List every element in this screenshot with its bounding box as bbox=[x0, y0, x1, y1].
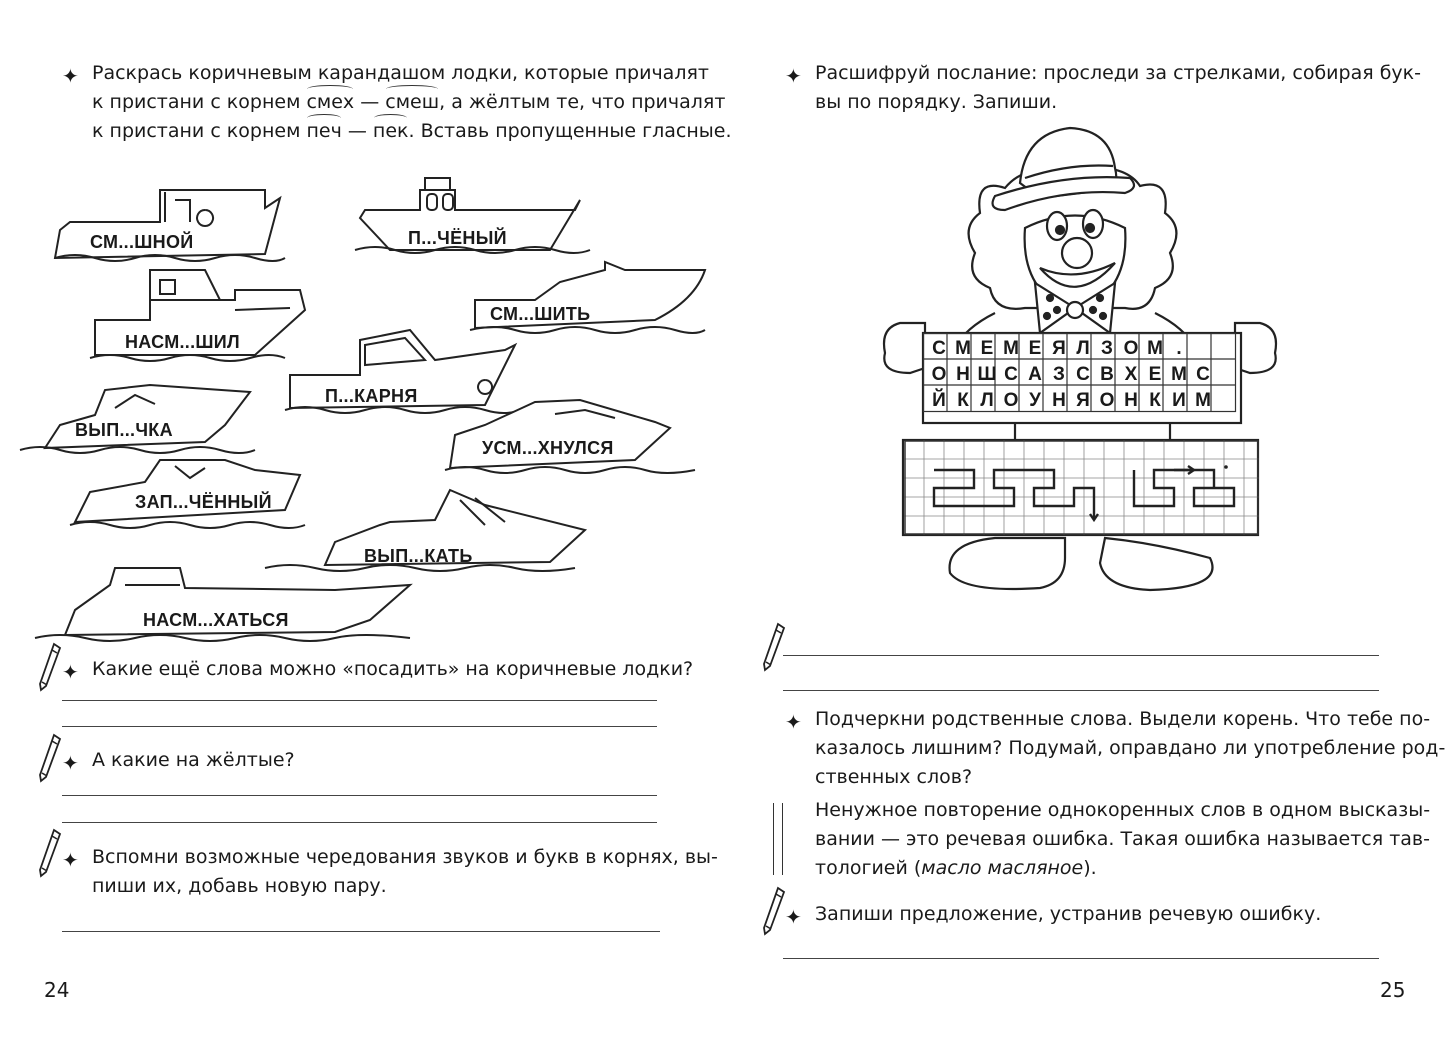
grid-cell: К bbox=[1149, 390, 1161, 411]
rule-line1: Ненужное повторение однокоренных слов в одном высказы- bbox=[815, 799, 1431, 821]
star-bullet-icon: ✦ bbox=[62, 848, 79, 872]
task1-line3-a: к пристани с корнем bbox=[92, 120, 307, 142]
page-number-left: 24 bbox=[44, 978, 70, 1002]
grid-cell: М bbox=[1147, 338, 1163, 359]
letter-grid bbox=[927, 334, 1237, 414]
task1-line2-a: к пристани с корнем bbox=[92, 91, 307, 113]
star-bullet-icon: ✦ bbox=[785, 64, 802, 88]
answer-line[interactable] bbox=[62, 795, 657, 796]
rule-line3-a: тологией ( bbox=[815, 857, 922, 879]
answer-line[interactable] bbox=[783, 690, 1379, 691]
root-pech: печ bbox=[306, 117, 341, 146]
task1-dash: — bbox=[354, 91, 386, 113]
grid-cell: О bbox=[931, 364, 947, 385]
task1-line3 bbox=[92, 117, 732, 146]
star-bullet-icon: ✦ bbox=[62, 64, 79, 88]
task-rewrite: Запиши предложение, устранив речевую ошибку. bbox=[815, 903, 1322, 925]
answer-line[interactable] bbox=[783, 655, 1379, 656]
grid-cell: Л bbox=[980, 390, 994, 411]
pencil-icon bbox=[760, 622, 786, 672]
boat-label-4: НАСМ...ШИЛ bbox=[125, 332, 240, 352]
grid-cell: М bbox=[1171, 364, 1187, 385]
grid-cell: З bbox=[1053, 364, 1065, 385]
grid-cell: С bbox=[1196, 364, 1210, 385]
grid-cell: О bbox=[1123, 338, 1139, 359]
question-3-line1: Вспомни возможные чередования звуков и букв в корнях, вы- bbox=[92, 846, 718, 868]
grid-cell: Й bbox=[932, 390, 946, 411]
star-bullet-icon: ✦ bbox=[785, 710, 802, 734]
arrow-path-grid bbox=[904, 440, 1259, 535]
answer-line[interactable] bbox=[783, 958, 1379, 959]
root-smeh: смех bbox=[306, 88, 354, 117]
answer-line[interactable] bbox=[62, 726, 657, 727]
grid-cell: Л bbox=[1076, 338, 1090, 359]
star-bullet-icon: ✦ bbox=[62, 660, 79, 684]
grid-cell: Н bbox=[956, 364, 970, 385]
rule-example: масло масляное bbox=[921, 857, 1084, 879]
grid-cell: Е bbox=[1028, 338, 1042, 359]
task1-line2 bbox=[92, 88, 732, 117]
grid-cell: М bbox=[955, 338, 971, 359]
boat-label-5: П...КАРНЯ bbox=[325, 386, 418, 406]
question-1: Какие ещё слова можно «посадить» на коричневые лодки? bbox=[92, 658, 694, 680]
grid-cell: М bbox=[1003, 338, 1019, 359]
grid-cell: У bbox=[1029, 390, 1041, 411]
task1-line1: Раскрась коричневым карандашом лодки, которые причалят bbox=[92, 62, 709, 84]
boat-label-9: ВЫП...КАТЬ bbox=[364, 546, 473, 566]
task1-line2-b: , а жёлтым те, что причалят bbox=[439, 91, 726, 113]
grid-cell: К bbox=[957, 390, 969, 411]
task-decode-line1: Расшифруй послание: проследи за стрелками, собирая бук- bbox=[815, 62, 1421, 84]
grid-cell: С bbox=[1076, 364, 1090, 385]
grid-cell: С bbox=[1004, 364, 1018, 385]
rule-line3 bbox=[815, 854, 1430, 883]
grid-cell: А bbox=[1028, 364, 1042, 385]
root-pek: пек bbox=[373, 117, 409, 146]
task-underline bbox=[815, 705, 1445, 792]
task1-line3-b: . Вставь пропущенные гласные. bbox=[408, 120, 732, 142]
rule-line3-b: ). bbox=[1083, 857, 1097, 879]
pencil-icon bbox=[36, 828, 62, 878]
root-smesh: смеш bbox=[385, 88, 439, 117]
grid-cell: З bbox=[1101, 338, 1113, 359]
page-number-right: 25 bbox=[1380, 978, 1406, 1002]
rule-bracket bbox=[773, 803, 774, 875]
rule-bracket bbox=[782, 803, 783, 875]
grid-cell: Х bbox=[1124, 364, 1138, 385]
boat-6 bbox=[20, 385, 255, 453]
grid-cell: М bbox=[1195, 390, 1211, 411]
grid-cell: И bbox=[1172, 390, 1186, 411]
rule-line2: вании — это речевая ошибка. Такая ошибка называется тав- bbox=[815, 828, 1430, 850]
boat-label-6: ВЫП...ЧКА bbox=[75, 420, 173, 440]
task1-dash-2: — bbox=[341, 120, 373, 142]
grid-cell: Е bbox=[980, 338, 994, 359]
boat-label-1: СМ...ШНОЙ bbox=[90, 232, 194, 252]
grid-cell: Н bbox=[1124, 390, 1138, 411]
grid-cell: Н bbox=[1052, 390, 1066, 411]
star-bullet-icon: ✦ bbox=[62, 751, 79, 775]
task-decode bbox=[815, 59, 1421, 117]
answer-line[interactable] bbox=[62, 700, 657, 701]
boat-label-10: НАСМ...ХАТЬСЯ bbox=[143, 610, 289, 630]
task-underline-line2: казалось лишним? Подумай, оправдано ли употребление род- bbox=[815, 737, 1445, 759]
boat-label-7: УСМ...ХНУЛСЯ bbox=[482, 438, 614, 458]
grid-cell: . bbox=[1176, 338, 1182, 359]
question-2: А какие на жёлтые? bbox=[92, 749, 295, 771]
rule-box bbox=[815, 796, 1430, 883]
boat-label-3: СМ...ШИТЬ bbox=[490, 304, 591, 324]
boat-7 bbox=[445, 400, 695, 473]
question-3 bbox=[92, 843, 718, 901]
pencil-icon bbox=[36, 733, 62, 783]
task-underline-line3: ственных слов? bbox=[815, 766, 973, 788]
task-underline-line1: Подчеркни родственные слова. Выдели корень. Что тебе по- bbox=[815, 708, 1431, 730]
pencil-icon bbox=[760, 886, 786, 936]
task1-text bbox=[92, 59, 732, 146]
grid-cell: О bbox=[1099, 390, 1115, 411]
grid-cell: С bbox=[932, 338, 946, 359]
pencil-icon bbox=[36, 642, 62, 692]
grid-cell: Я bbox=[1052, 338, 1066, 359]
answer-line[interactable] bbox=[62, 931, 660, 932]
boat-label-2: П...ЧЁНЫЙ bbox=[408, 228, 507, 248]
grid-cell: О bbox=[1003, 390, 1019, 411]
star-bullet-icon: ✦ bbox=[785, 905, 802, 929]
grid-cell: Е bbox=[1148, 364, 1162, 385]
grid-cell: В bbox=[1100, 364, 1114, 385]
boat-label-8: ЗАП...ЧЁННЫЙ bbox=[135, 492, 272, 512]
answer-line[interactable] bbox=[62, 822, 657, 823]
question-3-line2: пиши их, добавь новую пару. bbox=[92, 875, 387, 897]
grid-cell: Ш bbox=[977, 364, 997, 385]
task-decode-line2: вы по порядку. Запиши. bbox=[815, 91, 1058, 113]
grid-cell: Я bbox=[1076, 390, 1090, 411]
